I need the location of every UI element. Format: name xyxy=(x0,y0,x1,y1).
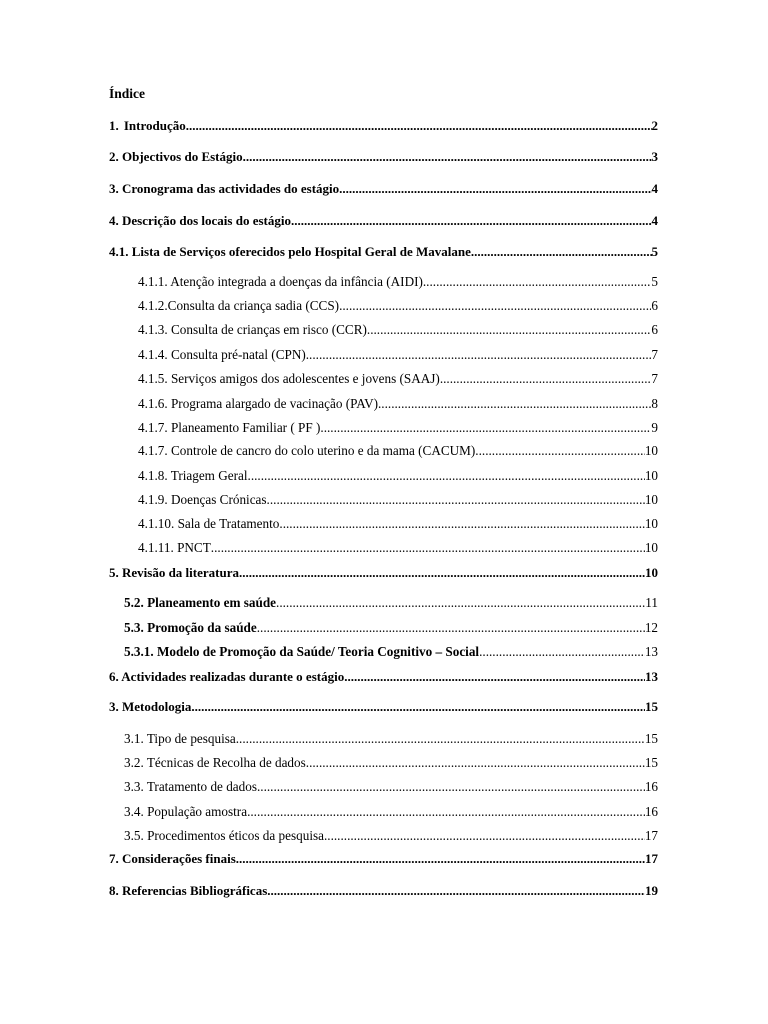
toc-leader-dots xyxy=(291,213,652,229)
toc-entry-label: 4.1.2.Consulta da criança sadia (CCS) xyxy=(138,298,340,313)
toc-page-number: 16 xyxy=(644,779,658,794)
toc-entry[interactable] xyxy=(124,644,658,660)
toc-entry-label: 3.4. População amostra xyxy=(124,804,248,819)
toc-page-number: 12 xyxy=(644,620,658,635)
toc-entry[interactable] xyxy=(124,779,658,795)
toc-entry-label: 7. Considerações finais xyxy=(109,851,236,866)
toc-leader-dots xyxy=(306,347,652,363)
toc-entry-label: 2. Objectivos do Estágio xyxy=(109,149,243,164)
toc-page-number: 15 xyxy=(644,755,658,770)
toc-entry-label: 3. Metodologia xyxy=(109,699,192,714)
toc-entry-label: 8. Referencias Bibliográficas xyxy=(109,883,268,898)
toc-entry-label: 4.1.5. Serviços amigos dos adolescentes e jovens (SAAJ) xyxy=(138,371,440,386)
toc-entry[interactable] xyxy=(109,244,658,260)
toc-entry-label: 4.1.7. Planeamento Familiar ( PF ) xyxy=(138,420,321,435)
toc-entry[interactable] xyxy=(138,492,658,508)
toc-entry[interactable] xyxy=(109,565,658,581)
toc-page-number: 4 xyxy=(651,181,658,196)
toc-leader-dots xyxy=(257,620,645,636)
toc-entry[interactable] xyxy=(138,443,658,459)
toc-entry[interactable] xyxy=(138,274,658,290)
toc-leader-dots xyxy=(248,468,645,484)
toc-page-number: 15 xyxy=(645,699,658,714)
toc-leader-dots xyxy=(320,420,651,436)
toc-page-number: 17 xyxy=(645,851,658,866)
toc-leader-dots xyxy=(276,595,645,611)
toc-entry-label: 6. Actividades realizadas durante o estágio xyxy=(109,669,345,684)
toc-entry[interactable] xyxy=(109,213,658,229)
toc-entry-label: 4.1.11. PNCT xyxy=(138,540,211,555)
toc-leader-dots xyxy=(267,492,645,508)
toc-page-number: 17 xyxy=(644,828,658,843)
toc-entry-label: 4.1.1. Atenção integrada a doenças da infância (AIDI) xyxy=(138,274,423,289)
toc-entry-label: 4.1.6. Programa alargado de vacinação (PAV) xyxy=(138,396,378,411)
toc-leader-dots xyxy=(236,851,645,867)
toc-entry[interactable] xyxy=(138,347,658,363)
toc-entry[interactable] xyxy=(109,118,658,134)
toc-page-number: 13 xyxy=(645,669,658,684)
toc-leader-dots xyxy=(191,699,645,715)
toc-entry-label: 4.1.3. Consulta de crianças em risco (CCR) xyxy=(138,322,367,337)
toc-entry-label: 3.3. Tratamento de dados xyxy=(124,779,257,794)
toc-page-number: 11 xyxy=(645,595,658,610)
toc-page-number: 10 xyxy=(644,468,658,483)
toc-leader-dots xyxy=(479,644,645,660)
toc-page-number: 6 xyxy=(651,298,658,313)
toc-leader-dots xyxy=(239,565,645,581)
toc-page-number: 15 xyxy=(644,731,658,746)
toc-page-number: 13 xyxy=(644,644,658,659)
toc-leader-dots xyxy=(186,118,652,134)
toc-entry-label: 4.1.10. Sala de Tratamento xyxy=(138,516,280,531)
toc-entry[interactable] xyxy=(138,468,658,484)
toc-page-number: 5 xyxy=(651,274,658,289)
toc-page-number: 7 xyxy=(651,347,658,362)
toc-entry-label: 3. Cronograma das actividades do estágio xyxy=(109,181,340,196)
toc-leader-dots xyxy=(440,371,652,387)
toc-entry-label: 5.2. Planeamento em saúde xyxy=(124,595,277,610)
toc-entry[interactable] xyxy=(109,699,658,715)
toc-entry-number: 1. xyxy=(109,118,119,133)
toc-leader-dots xyxy=(339,298,651,314)
toc-leader-dots xyxy=(279,516,644,532)
toc-page-number: 7 xyxy=(651,371,658,386)
toc-page-number: 2 xyxy=(651,118,658,133)
toc-entry-label: Introdução xyxy=(123,118,186,133)
toc-entry[interactable] xyxy=(124,731,658,747)
toc-leader-dots xyxy=(475,443,645,459)
toc-entry-label: 5.3. Promoção da saúde xyxy=(124,620,257,635)
toc-leader-dots xyxy=(324,828,645,844)
toc-entry[interactable] xyxy=(109,669,658,685)
toc-page-number: 10 xyxy=(644,540,658,555)
toc-leader-dots xyxy=(257,779,645,795)
toc-page-number: 8 xyxy=(651,396,658,411)
toc-entry-label: 4. Descrição dos locais do estágio xyxy=(109,213,291,228)
toc-page-number: 10 xyxy=(644,492,658,507)
toc-entry[interactable] xyxy=(138,396,658,412)
toc-entry[interactable] xyxy=(109,851,658,867)
toc-page-number: 6 xyxy=(651,322,658,337)
toc-entry-label: 3.5. Procedimentos éticos da pesquisa xyxy=(124,828,324,843)
toc-entry[interactable] xyxy=(109,181,658,197)
toc-entry-label: 4.1.9. Doenças Crónicas xyxy=(138,492,267,507)
toc-entry[interactable] xyxy=(138,540,658,556)
toc-page-number: 19 xyxy=(645,883,658,898)
toc-leader-dots xyxy=(236,731,645,747)
toc-page-number: 5 xyxy=(651,244,658,259)
toc-entry[interactable] xyxy=(138,420,658,436)
toc-entry[interactable] xyxy=(124,828,658,844)
toc-entry[interactable] xyxy=(138,371,658,387)
toc-leader-dots xyxy=(344,669,645,685)
toc-entry[interactable] xyxy=(124,755,658,771)
toc-entry[interactable] xyxy=(138,516,658,532)
toc-entry[interactable] xyxy=(138,298,658,314)
toc-leader-dots xyxy=(423,274,652,290)
toc-page-number: 3 xyxy=(651,149,658,164)
toc-entry-label: 4.1.7. Controle de cancro do colo uterino e da mama (CACUM) xyxy=(138,443,476,458)
toc-leader-dots xyxy=(247,804,645,820)
toc-entry-label: 4.1.4. Consulta pré-natal (CPN) xyxy=(138,347,306,362)
toc-title: Índice xyxy=(109,86,146,101)
toc-leader-dots xyxy=(211,540,645,556)
toc-leader-dots xyxy=(339,181,651,197)
toc-page-number: 10 xyxy=(645,565,658,580)
toc-leader-dots xyxy=(267,883,645,899)
toc-entry[interactable] xyxy=(109,149,658,165)
toc-leader-dots xyxy=(306,755,645,771)
toc-leader-dots xyxy=(367,322,652,338)
toc-page-number: 10 xyxy=(644,516,658,531)
toc-entry-label: 5. Revisão da literatura xyxy=(109,565,239,580)
toc-entry[interactable] xyxy=(138,322,658,338)
toc-entry-label: 3.1. Tipo de pesquisa xyxy=(124,731,236,746)
toc-entry-label: 3.2. Técnicas de Recolha de dados xyxy=(124,755,306,770)
toc-leader-dots xyxy=(243,149,652,165)
toc-entry-label: 4.1.8. Triagem Geral xyxy=(138,468,248,483)
toc-entry[interactable] xyxy=(109,883,658,899)
toc-leader-dots xyxy=(378,396,651,412)
toc-leader-dots xyxy=(471,244,652,260)
toc-page-number: 10 xyxy=(644,443,658,458)
toc-entry-label: 4.1. Lista de Serviços oferecidos pelo Hospital Geral de Mavalane xyxy=(109,244,471,259)
toc-entry[interactable] xyxy=(124,804,658,820)
toc-entry-label: 5.3.1. Modelo de Promoção da Saúde/ Teoria Cognitivo – Social xyxy=(124,644,480,659)
toc-entry[interactable] xyxy=(124,595,658,611)
toc-page-number: 9 xyxy=(651,420,658,435)
toc-page-number: 16 xyxy=(644,804,658,819)
toc-entry[interactable] xyxy=(124,620,658,636)
toc-page-number: 4 xyxy=(651,213,658,228)
